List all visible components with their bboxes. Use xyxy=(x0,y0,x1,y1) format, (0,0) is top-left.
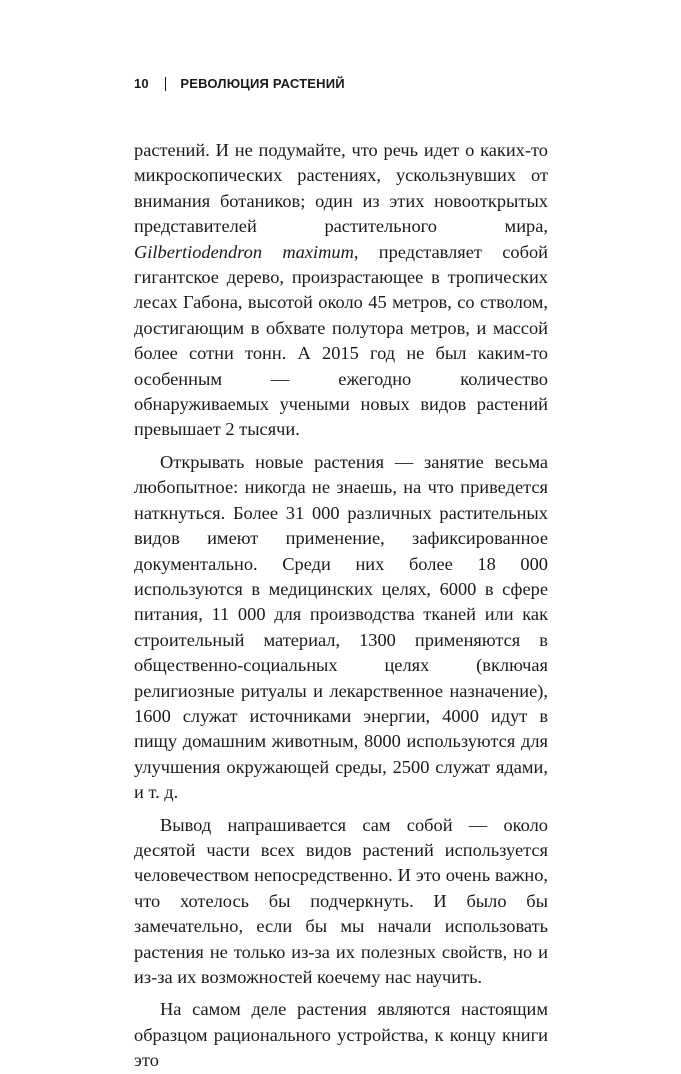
species-name: Gilbertiodendron maximum xyxy=(134,241,354,262)
paragraph-4: На самом деле растения являются настоящим образцом рационального устройства, к концу книги это xyxy=(134,999,548,1071)
header-separator xyxy=(165,77,167,91)
running-title: РЕВОЛЮЦИЯ РАСТЕНИЙ xyxy=(180,76,345,91)
page-number: 10 xyxy=(134,76,149,91)
running-header xyxy=(134,76,345,91)
paragraph-1 xyxy=(134,138,548,443)
paragraph-1-text-b: , представляет собой гигантское дерево, произрастающее в тропических лесах Габона, высотой около 45 метров, со стволом, достигающим в обхвате полутора метров, и массой более сотни тонн. А 2015 год не был каким-то особенным — ежегодно количество обнаруживаемых учеными новых видов растений превышает 2 тысячи. xyxy=(134,241,548,440)
paragraph-2: Открывать новые растения — занятие весьма любопытное: никогда не знаешь, на что приведется наткнуться. Более 31 000 различных растительных видов имеют применение, зафиксированное документально. Среди них более 18 000 используются в медицинских целях, 6000 в сфере питания, 11 000 для производства тканей или как строительный материал, 1300 применяются в общественно-социальных целях (включая религиозные ритуалы и лекарственное назначение), 1600 служат источниками энергии, 4000 идут в пищу домашним животным, 8000 используются для улучшения окружающей среды, 2500 служат ядами, и т. д. xyxy=(134,451,548,803)
paragraph-1-text-a: растений. И не подумайте, что речь идет о каких-то микроскопических растениях, ускользнувших от внимания ботаников; один из этих новооткрытых представителей растительного мира, xyxy=(134,140,548,237)
paragraph-3: Вывод напрашивается сам собой — около десятой части всех видов растений используется человечеством непосредственно. И это очень важно, что хотелось бы подчеркнуть. И было бы замечательно, если бы мы начали использовать растения не только из-за их полезных свойств, но и из-за их возможностей коечему нас научить. xyxy=(134,814,548,987)
page-body xyxy=(134,138,548,1074)
